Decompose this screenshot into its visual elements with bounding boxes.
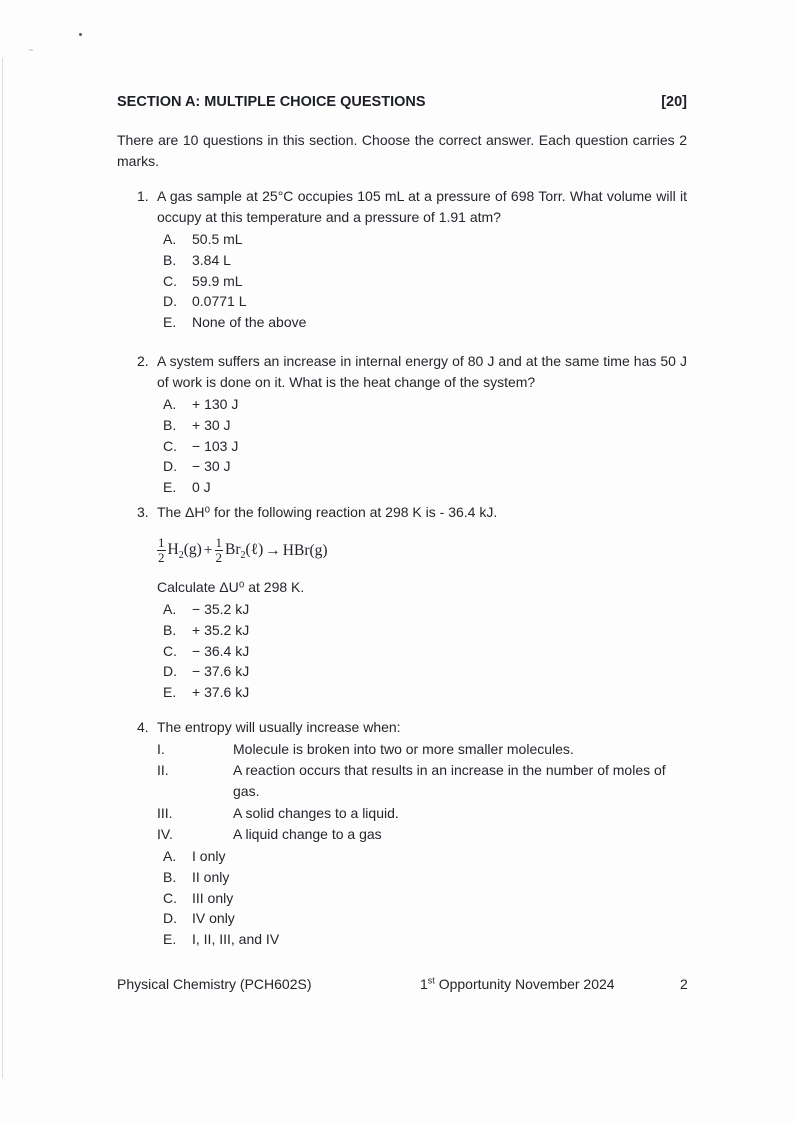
option-text: 0 J	[192, 479, 211, 496]
option-text: I, II, III, and IV	[192, 931, 280, 948]
option-row	[157, 291, 687, 312]
option-letter: B.	[163, 621, 177, 638]
option-letter: A.	[163, 600, 177, 617]
question-2	[117, 351, 687, 498]
statement-row	[157, 803, 687, 824]
option-row	[157, 415, 687, 436]
scan-artifact-speck	[29, 49, 33, 51]
option-letter: E.	[163, 479, 177, 496]
option-letter: E.	[163, 931, 177, 948]
option-row	[157, 394, 687, 415]
option-text: III only	[192, 889, 234, 906]
question-number: 4.	[137, 718, 149, 735]
statement-text: A liquid change to a gas	[233, 825, 382, 842]
question-text: The ΔH⁰ for the following reaction at 298 K is - 36.4 kJ.	[157, 503, 498, 520]
option-letter: D.	[163, 293, 177, 310]
roman-numeral: II.	[157, 762, 169, 779]
state-symbol: (g)	[183, 540, 202, 558]
reactant-br2: $Br_2(\ell)$	[225, 540, 264, 562]
question-1	[117, 186, 687, 333]
question-subtext: Calculate ΔU⁰ at 298 K.	[157, 578, 305, 595]
option-row	[157, 867, 687, 888]
option-letter: A.	[163, 231, 177, 247]
options-list	[157, 846, 687, 950]
scan-artifact-edge-line	[2, 58, 3, 1078]
option-row	[157, 846, 687, 867]
option-text: + 35.2 kJ	[192, 621, 250, 638]
option-letter: E.	[163, 314, 177, 331]
options-list	[157, 599, 687, 703]
option-text: + 37.6 kJ	[192, 684, 250, 701]
option-row	[157, 599, 687, 620]
option-row	[157, 620, 687, 641]
question-3	[117, 502, 687, 703]
option-text: 3.84 L	[192, 251, 231, 268]
question-number: 2.	[137, 352, 149, 369]
option-letter: C.	[163, 642, 177, 659]
question-4	[117, 717, 687, 950]
statement-text: A solid changes to a liquid.	[233, 804, 399, 821]
fraction	[215, 536, 224, 567]
statement-row	[157, 760, 687, 802]
option-text: + 30 J	[192, 416, 231, 433]
question-number: 1.	[137, 188, 149, 204]
page-content	[117, 92, 687, 950]
fraction-denominator: 2	[158, 550, 165, 566]
option-row	[157, 229, 687, 250]
chemical-equation	[157, 528, 687, 574]
options-list	[157, 229, 687, 333]
reaction-arrow: →	[265, 541, 281, 559]
state-symbol: (g)	[309, 541, 328, 559]
option-text: None of the above	[192, 314, 307, 331]
fraction-denominator: 2	[215, 550, 223, 566]
question-text: The entropy will usually increase when:	[157, 718, 401, 735]
option-text: − 35.2 kJ	[192, 600, 250, 617]
option-row	[157, 908, 687, 929]
option-letter: A.	[163, 395, 177, 412]
option-row	[157, 250, 687, 271]
state-symbol: (ℓ)	[245, 540, 264, 558]
option-text: − 36.4 kJ	[192, 642, 250, 659]
option-text: + 130 J	[192, 395, 239, 412]
option-letter: E.	[163, 684, 177, 701]
plus-sign: +	[203, 541, 213, 559]
option-letter: C.	[163, 437, 177, 454]
option-letter: D.	[163, 910, 177, 927]
roman-numeral: III.	[157, 804, 173, 821]
option-letter: D.	[163, 663, 177, 680]
section-title: SECTION A: MULTIPLE CHOICE QUESTIONS	[117, 94, 426, 110]
option-text: − 30 J	[192, 458, 231, 475]
option-letter: D.	[163, 458, 177, 475]
roman-numeral: IV.	[157, 825, 173, 842]
roman-numeral: I.	[157, 740, 165, 757]
option-letter: A.	[163, 847, 177, 864]
option-text: I only	[192, 847, 226, 864]
option-text: IV only	[192, 910, 235, 927]
option-row	[157, 312, 687, 333]
question-text: A gas sample at 25°C occupies 105 mL at a pressure of 698 Torr. What volume will it occupy at this temperature and a pressure of 1.91 atm?	[157, 188, 687, 225]
page-footer	[117, 974, 697, 995]
option-row	[157, 682, 687, 703]
option-text: 59.9 mL	[192, 272, 243, 289]
fraction	[157, 536, 166, 567]
option-row	[157, 436, 687, 457]
statement-row	[157, 824, 687, 845]
option-row	[157, 641, 687, 662]
fraction-numerator: 1	[158, 534, 165, 550]
footer-page-number: 2	[680, 976, 688, 992]
statement-list	[157, 739, 687, 845]
option-letter: B.	[163, 416, 177, 433]
option-text: 0.0771 L	[192, 293, 247, 310]
option-letter: B.	[163, 868, 177, 885]
option-letter: C.	[163, 889, 177, 906]
reactant-h2: $H_2(g)$	[167, 540, 202, 562]
question-text: A system suffers an increase in internal energy of 80 J and at the same time has 50 J of work is done on it. What is the heat change of the system?	[157, 352, 687, 390]
footer-course: Physical Chemistry (PCH602S)	[117, 976, 312, 992]
option-text: − 103 J	[192, 437, 239, 454]
options-list	[157, 394, 687, 498]
fraction-numerator: 1	[215, 534, 223, 550]
option-row	[157, 661, 687, 682]
question-number: 3.	[137, 503, 149, 520]
option-row	[157, 888, 687, 909]
option-letter: B.	[163, 251, 177, 268]
intro-text: There are 10 questions in this section. Choose the correct answer. Each question carries 2 marks.	[117, 132, 687, 169]
statement-text: A reaction occurs that results in an increase in the number of moles of gas.	[233, 762, 666, 800]
option-text: II only	[192, 868, 230, 885]
section-marks: [20]	[661, 94, 687, 110]
option-letter: C.	[163, 272, 177, 289]
statement-text: Molecule is broken into two or more smaller molecules.	[233, 740, 574, 757]
option-row	[157, 456, 687, 477]
product-hbr: HBr(g)	[282, 541, 328, 559]
scan-artifact-dot	[79, 33, 82, 36]
option-row	[157, 929, 687, 950]
statement-row	[157, 739, 687, 760]
footer-opportunity: 1st Opportunity November 2024	[420, 975, 615, 992]
section-header	[117, 92, 687, 113]
option-text: − 37.6 kJ	[192, 663, 250, 680]
option-row	[157, 477, 687, 498]
option-row	[157, 271, 687, 292]
option-text: 50.5 mL	[192, 231, 243, 247]
